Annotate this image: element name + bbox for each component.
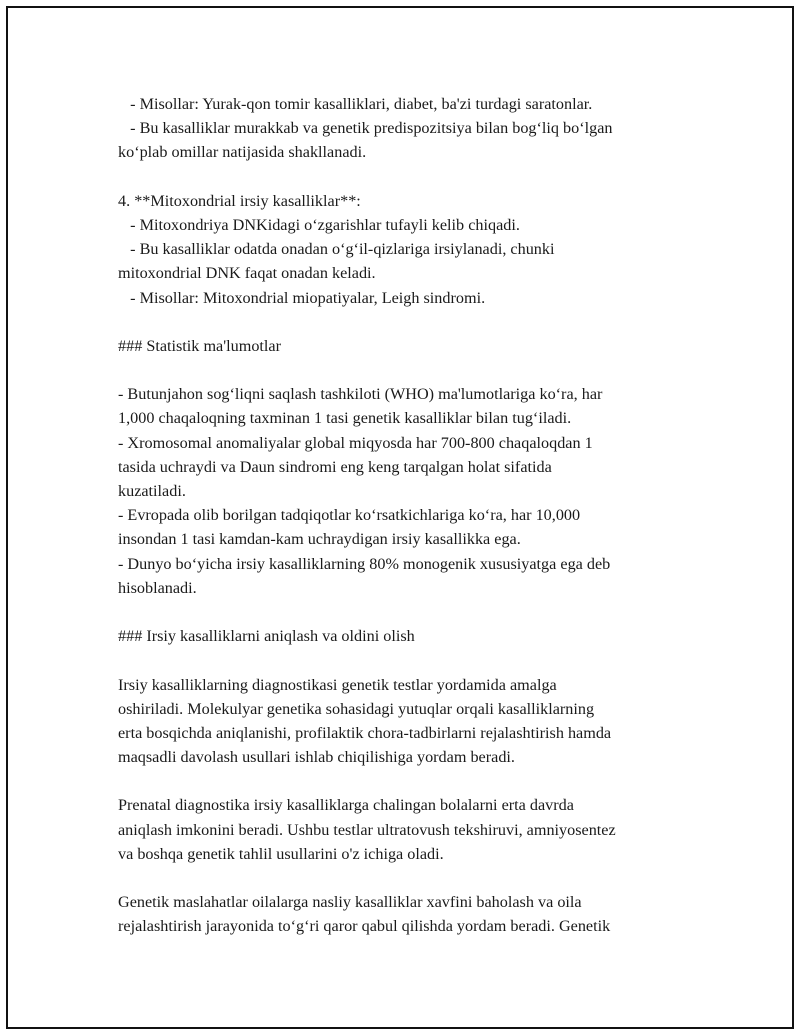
text-line: - Misollar: Yurak-qon tomir kasalliklari, diabet, ba'zi turdagi saratonlar. [118, 95, 593, 113]
text-line: kuzatiladi. [118, 482, 186, 500]
text-line: - Xromosomal anomaliyalar global miqyosda har 700-800 chaqaloqdan 1 [118, 433, 593, 452]
text-line: - Bu kasalliklar odatda onadan o‘g‘il-qizlariga irsiylanadi, chunki [118, 240, 555, 259]
text-line: insondan 1 tasi kamdan-kam uchraydigan irsiy kasallikka ega. [118, 530, 521, 549]
text-line: - Misollar: Mitoxondrial miopatiyalar, Leigh sindromi. [118, 288, 486, 307]
text-line: mitoxondrial DNK faqat onadan keladi. [118, 264, 376, 283]
text-line: oshiriladi. Molekulyar genetika sohasidagi yutuqlar orqali kasalliklarning [118, 699, 595, 718]
text-line: - Butunjahon sog‘liqni saqlash tashkiloti (WHO) ma'lumotlariga ko‘ra, har [118, 385, 603, 404]
text-line: Genetik maslahatlar oilalarga nasliy kasalliklar xavfini baholash va oila [118, 893, 582, 912]
blank-line [118, 165, 698, 189]
text-line: - Dunyo bo‘yicha irsiy kasalliklarning 80% monogenik xususiyatga ega deb [118, 554, 611, 573]
blank-line [118, 358, 698, 382]
text-line: ko‘plab omillar natijasida shakllanadi. [118, 143, 367, 162]
text-line: maqsadli davolash usullari ishlab chiqilishiga yordam beradi. [118, 748, 515, 767]
blank-line [118, 600, 698, 624]
blank-line [118, 866, 698, 890]
text-line: - Mitoxondriya DNKidagi o‘zgarishlar tufayli kelib chiqadi. [118, 215, 520, 234]
blank-line [118, 648, 698, 672]
section-heading-diagnosis: ### Irsiy kasalliklarni aniqlash va oldini olish [118, 627, 415, 646]
blank-line [118, 310, 698, 334]
text-line: Prenatal diagnostika irsiy kasalliklarga chalingan bolalarni erta davrda [118, 796, 574, 815]
text-line: tasida uchraydi va Daun sindromi eng keng tarqalgan holat sifatida [118, 457, 552, 476]
text-line: 1,000 chaqaloqning taxminan 1 tasi genetik kasalliklar bilan tug‘iladi. [118, 409, 572, 428]
text-line: - Evropada olib borilgan tadqiqotlar ko‘rsatkichlariga ko‘ra, har 10,000 [118, 506, 581, 525]
text-line: va boshqa genetik tahlil usullarini o'z ichiga oladi. [118, 844, 444, 863]
text-line: Irsiy kasalliklarning diagnostikasi genetik testlar yordamida amalga [118, 675, 557, 694]
document-body [118, 92, 698, 939]
section-heading-mitochondrial: 4. **Mitoxondrial irsiy kasalliklar**: [118, 191, 361, 210]
text-line: rejalashtirish jarayonida to‘g‘ri qaror qabul qilishda yordam beradi. Genetik [118, 917, 611, 936]
text-line: hisoblanadi. [118, 578, 197, 597]
blank-line [118, 769, 698, 793]
text-line: aniqlash imkonini beradi. Ushbu testlar ultratovush tekshiruvi, amniyosentez [118, 820, 616, 839]
text-line: - Bu kasalliklar murakkab va genetik predispozitsiya bilan bog‘liq bo‘lgan [118, 119, 613, 138]
section-heading-statistics: ### Statistik ma'lumotlar [118, 336, 281, 355]
text-line: erta bosqichda aniqlanishi, profilaktik chora-tadbirlarni rejalashtirish hamda [118, 723, 612, 742]
